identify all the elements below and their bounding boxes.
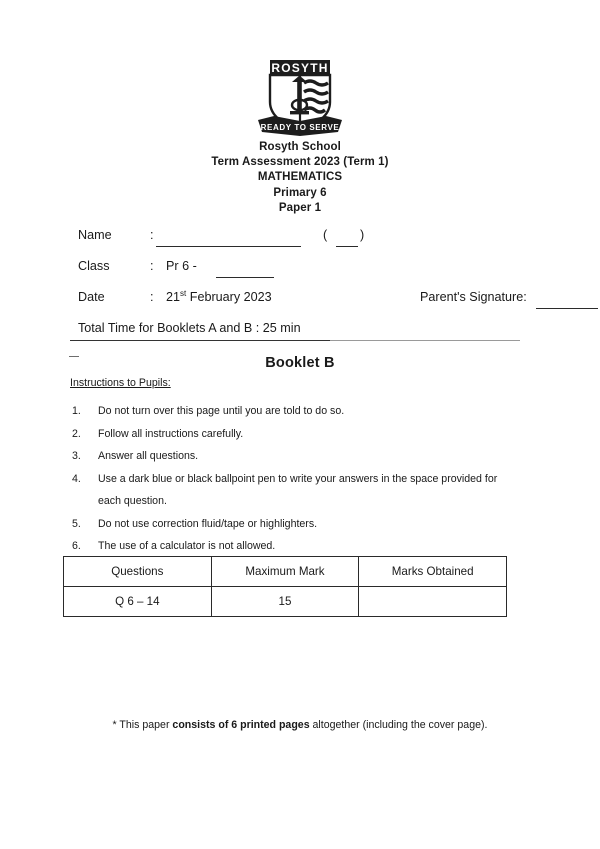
class-input-line[interactable] [216,277,274,278]
parent-signature-label: Parent's Signature: [420,290,527,304]
name-row [78,228,528,259]
parent-signature-input-line[interactable] [536,308,598,309]
name-input-line[interactable] [156,246,301,247]
assessment-name: Term Assessment 2023 (Term 1) [211,156,389,169]
instruction-item [70,423,522,446]
instruction-text: Do not use correction fluid/tape or highlighters. [98,517,318,530]
name-colon: : [150,228,154,242]
footnote-suffix: altogether (including the cover page). [309,719,488,731]
school-name: Rosyth School [259,141,341,153]
cell-marks-obtained[interactable] [359,587,507,617]
date-value [166,290,272,304]
total-time-text: Total Time for Booklets A and B : 25 min [78,321,301,335]
column-header-maximum-mark: Maximum Mark [211,557,359,587]
date-label: Date [78,290,105,304]
paper-header [0,140,600,216]
instruction-item [70,535,522,558]
instruction-number: 4. [72,472,81,485]
instruction-number: 3. [72,450,81,462]
instruction-text: Answer all questions. [98,450,199,462]
school-crest-container [0,58,600,140]
column-header-questions: Questions [64,557,212,587]
cell-maximum-mark: 15 [211,587,359,617]
marks-summary-table [63,556,507,617]
instruction-number: 2. [72,427,81,440]
instruction-number: 1. [72,405,81,417]
instruction-text: The use of a calculator is not allowed. [98,540,276,552]
svg-text:READY TO SERVE: READY TO SERVE [260,123,340,132]
rosyth-school-crest-icon [254,58,346,140]
footnote-prefix: * This paper [112,719,173,731]
booklet-title: Booklet B [265,355,335,371]
instruction-number: 6. [72,540,81,552]
name-index-paren-open: ( [323,228,328,242]
table-row [64,587,507,617]
paper-number: Paper 1 [278,201,322,214]
index-number-input-line[interactable] [336,246,358,247]
level-name: Primary 6 [273,186,327,199]
instruction-item [70,513,522,536]
table-header-row [64,557,507,587]
instructions-heading: Instructions to Pupils: [70,377,171,389]
instruction-item [70,400,522,423]
subject-name: MATHEMATICS [257,171,343,184]
date-row [78,290,528,321]
name-index-paren-close: ) [360,228,365,242]
instruction-number: 5. [72,517,81,530]
instruction-text: Use a dark blue or black ballpoint pen to write your answers in the space provided for each question. [98,472,498,507]
page-count-footnote [0,719,600,731]
class-label: Class [78,259,110,273]
svg-text:ROSYTH: ROSYTH [271,61,329,75]
instructions-list [70,400,522,558]
date-day: 21 [166,290,181,304]
date-month-year: February 2023 [186,290,272,304]
class-value: Pr 6 - [166,259,197,273]
instruction-text: Do not turn over this page until you are told to do so. [98,405,345,417]
column-header-marks-obtained: Marks Obtained [359,557,507,587]
date-colon: : [150,290,154,304]
candidate-particulars [78,228,528,321]
date-ordinal-suffix: st [180,288,187,298]
class-row [78,259,528,290]
class-colon: : [150,259,154,273]
instruction-item [70,468,522,513]
instruction-item [70,445,522,468]
name-label: Name [78,228,112,242]
total-time-rule-faint [330,340,520,341]
instruction-text: Follow all instructions carefully. [98,427,244,440]
footnote-bold: consists of 6 printed pages [172,719,310,731]
cell-questions-range: Q 6 – 14 [64,587,212,617]
